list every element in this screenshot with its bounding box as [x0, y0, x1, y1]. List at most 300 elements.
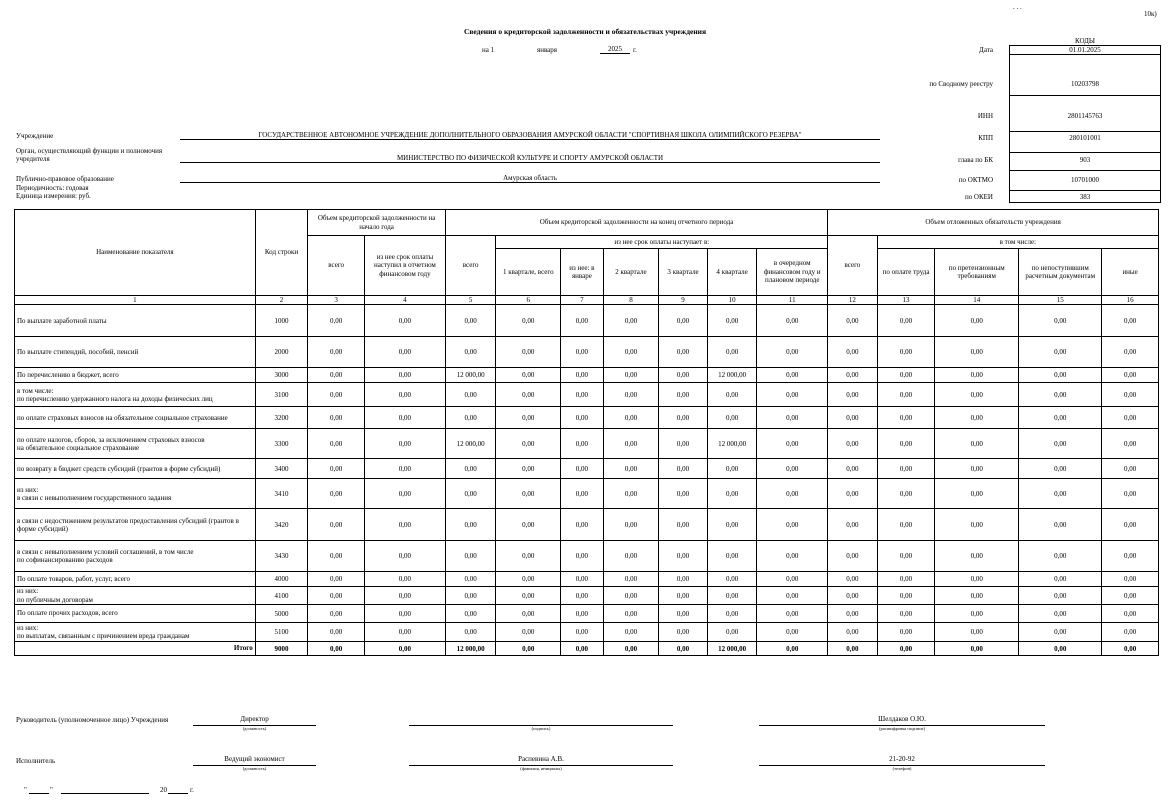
- cell-value: 0,00: [496, 429, 561, 459]
- cell-value: 0,00: [1019, 605, 1102, 623]
- cell-value: 0,00: [757, 459, 828, 479]
- cell-value: 0,00: [496, 368, 561, 383]
- cell-value: 0,00: [659, 305, 708, 337]
- cell-value: 0,00: [308, 541, 365, 572]
- cell-value: 0,00: [603, 459, 659, 479]
- cell-value: 0,00: [935, 407, 1019, 429]
- column-number: 5: [445, 296, 496, 305]
- row-name: по возврату в бюджет средств субсидий (грантов в форме субсидий): [15, 459, 256, 479]
- cell-value: 0,00: [445, 337, 496, 368]
- cell-value: 0,00: [1102, 407, 1159, 429]
- cell-value: 0,00: [496, 605, 561, 623]
- cell-value: 0,00: [757, 605, 828, 623]
- cell-value: 0,00: [877, 623, 935, 642]
- cell-value: 0,00: [364, 509, 445, 541]
- cell-value: 0,00: [828, 605, 878, 623]
- th-end-total: всего: [445, 236, 496, 296]
- th-docs: по непоступившим расчетным документам: [1019, 249, 1102, 296]
- row-name: в связи с недостижением результатов предоставления субсидий (грантов в форме субсидий): [15, 509, 256, 541]
- th-end: Объем кредиторской задолженности на конец отчетного периода: [445, 210, 827, 236]
- cell-value: 0,00: [757, 368, 828, 383]
- cell-value: 0,00: [877, 407, 935, 429]
- corner-dots: . . .: [1013, 3, 1022, 11]
- cell-value: 0,00: [877, 479, 935, 509]
- cell-value: 0,00: [308, 337, 365, 368]
- head-position: [193, 715, 316, 731]
- row-name: По выплате заработной платы: [15, 305, 256, 337]
- cell-value: 0,00: [659, 642, 708, 656]
- cell-value: 0,00: [935, 383, 1019, 407]
- row-code: 5100: [255, 623, 308, 642]
- cell-value: 0,00: [364, 587, 445, 605]
- exec-name-caption: (фамилия, инициалы): [520, 766, 562, 771]
- cell-value: 0,00: [308, 429, 365, 459]
- cell-value: 0,00: [308, 407, 365, 429]
- corner-code: 10к): [1144, 10, 1157, 18]
- cell-value: 0,00: [1102, 642, 1159, 656]
- cell-value: 0,00: [308, 383, 365, 407]
- cell-value: 0,00: [445, 587, 496, 605]
- cell-value: 0,00: [757, 509, 828, 541]
- cell-value: 0,00: [364, 429, 445, 459]
- cell-value: 0,00: [1102, 541, 1159, 572]
- cell-value: 12 000,00: [707, 429, 757, 459]
- exec-position-caption: (должность): [242, 766, 267, 771]
- head-position-caption: (должность): [242, 726, 267, 731]
- report-title: Сведения о кредиторской задолженности и обязательствах учреждения: [463, 27, 707, 36]
- cell-value: 0,00: [496, 479, 561, 509]
- exec-name-value: Распевина А.В.: [409, 755, 673, 766]
- cell-value: 0,00: [308, 572, 365, 587]
- row-name: Итого: [15, 642, 256, 656]
- cell-value: 0,00: [603, 337, 659, 368]
- table-row: [15, 429, 1159, 459]
- code-label-kpp: КПП: [978, 134, 993, 142]
- row-name: в связи с невыполнением условий соглашений, в том числе по софинансированию расходов: [15, 541, 256, 572]
- cell-value: 0,00: [828, 459, 878, 479]
- cell-value: 0,00: [935, 541, 1019, 572]
- row-code: 5000: [255, 605, 308, 623]
- cell-value: 0,00: [828, 587, 878, 605]
- cell-value: 0,00: [561, 429, 603, 459]
- date-year: 2025: [600, 45, 630, 54]
- cell-value: 0,00: [1019, 429, 1102, 459]
- cell-value: 0,00: [1019, 572, 1102, 587]
- cell-value: 0,00: [496, 337, 561, 368]
- cell-value: 0,00: [308, 587, 365, 605]
- cell-value: 0,00: [877, 429, 935, 459]
- cell-value: 0,00: [707, 587, 757, 605]
- cell-value: 12 000,00: [445, 642, 496, 656]
- cell-value: 0,00: [707, 407, 757, 429]
- cell-value: 0,00: [877, 305, 935, 337]
- cell-value: 0,00: [828, 407, 878, 429]
- cell-value: 0,00: [445, 605, 496, 623]
- row-name: из них: по выплатам, связанным с причинением вреда гражданам: [15, 623, 256, 642]
- row-code: 3100: [255, 383, 308, 407]
- row-name: По выплате стипендий, пособий, пенсий: [15, 337, 256, 368]
- cell-value: 12 000,00: [445, 429, 496, 459]
- table-row: [15, 459, 1159, 479]
- cell-value: 0,00: [877, 337, 935, 368]
- table-row: [15, 587, 1159, 605]
- cell-value: 0,00: [828, 642, 878, 656]
- cell-value: 0,00: [445, 509, 496, 541]
- date-g: г.: [633, 46, 637, 54]
- cell-value: 0,00: [561, 642, 603, 656]
- cell-value: 0,00: [1019, 337, 1102, 368]
- column-number: 15: [1019, 296, 1102, 305]
- cell-value: 0,00: [308, 509, 365, 541]
- cell-value: 0,00: [707, 479, 757, 509]
- date-na: на 1: [482, 46, 495, 54]
- cell-value: 0,00: [1102, 623, 1159, 642]
- th-end-sub: из нее срок оплаты наступает в:: [496, 236, 828, 249]
- th-q1: 1 квартале, всего: [496, 249, 561, 296]
- table-row: [15, 509, 1159, 541]
- th-wage: по оплате труда: [877, 249, 935, 296]
- cell-value: 0,00: [603, 572, 659, 587]
- cell-value: 0,00: [603, 605, 659, 623]
- cell-value: 0,00: [364, 383, 445, 407]
- uchr-label: Учреждение: [16, 132, 54, 140]
- cell-value: 0,00: [659, 509, 708, 541]
- code-value-registry: 10203798: [1071, 80, 1099, 88]
- cell-value: 0,00: [496, 572, 561, 587]
- cell-value: 0,00: [561, 383, 603, 407]
- cell-value: 0,00: [877, 605, 935, 623]
- date-month-line: [61, 793, 149, 794]
- cell-value: 0,00: [603, 509, 659, 541]
- head-signature-caption: (подпись): [531, 726, 551, 731]
- th-name: Наименование показателя: [15, 210, 256, 296]
- cell-value: 0,00: [757, 429, 828, 459]
- table-row: [15, 407, 1159, 429]
- cell-value: 0,00: [659, 459, 708, 479]
- cell-value: 0,00: [659, 383, 708, 407]
- cell-value: 0,00: [659, 623, 708, 642]
- code-value-okei: 383: [1079, 193, 1091, 201]
- cell-value: 0,00: [1019, 479, 1102, 509]
- row-name: По оплате прочих расходов, всего: [15, 605, 256, 623]
- table-row: [15, 541, 1159, 572]
- cell-value: 0,00: [561, 368, 603, 383]
- cell-value: 0,00: [659, 587, 708, 605]
- row-code: 1000: [255, 305, 308, 337]
- cell-value: 0,00: [707, 337, 757, 368]
- cell-value: 0,00: [603, 429, 659, 459]
- cell-value: 0,00: [445, 541, 496, 572]
- cell-value: 0,00: [935, 605, 1019, 623]
- cell-value: 0,00: [364, 337, 445, 368]
- cell-value: 0,00: [603, 305, 659, 337]
- organ-value: МИНИСТЕРСТВО ПО ФИЗИЧЕСКОЙ КУЛЬТУРЕ И СПОРТУ АМУРСКОЙ ОБЛАСТИ: [180, 154, 880, 163]
- cell-value: 0,00: [659, 479, 708, 509]
- cell-value: 0,00: [935, 587, 1019, 605]
- column-number: 16: [1102, 296, 1159, 305]
- cell-value: 0,00: [308, 479, 365, 509]
- row-name: в том числе: по перечислению удержанного налога на доходы физических лиц: [15, 383, 256, 407]
- cell-value: 0,00: [935, 305, 1019, 337]
- cell-value: 0,00: [707, 572, 757, 587]
- cell-value: 0,00: [1019, 383, 1102, 407]
- th-def-total: всего: [828, 236, 878, 296]
- row-code: 4000: [255, 572, 308, 587]
- cell-value: 0,00: [877, 642, 935, 656]
- cell-value: 0,00: [496, 541, 561, 572]
- cell-value: 0,00: [828, 572, 878, 587]
- code-label-okei: по ОКЕИ: [964, 193, 993, 201]
- cell-value: 0,00: [659, 541, 708, 572]
- column-number: 11: [757, 296, 828, 305]
- cell-value: 0,00: [561, 623, 603, 642]
- cell-value: 0,00: [707, 383, 757, 407]
- cell-value: 0,00: [603, 479, 659, 509]
- column-number: 8: [603, 296, 659, 305]
- cell-value: 0,00: [561, 572, 603, 587]
- cell-value: 0,00: [1019, 642, 1102, 656]
- cell-value: 0,00: [1019, 587, 1102, 605]
- cell-value: 0,00: [445, 623, 496, 642]
- head-label: Руководитель (уполномоченное лицо) Учреждения: [16, 716, 169, 724]
- row-name: По перечислению в бюджет, всего: [15, 368, 256, 383]
- cell-value: 0,00: [603, 383, 659, 407]
- cell-value: 0,00: [1019, 459, 1102, 479]
- cell-value: 0,00: [707, 541, 757, 572]
- th-deferred: Объем отложенных обязательств учреждения: [828, 210, 1159, 236]
- exec-phone-value: 21-20-92: [759, 755, 1045, 766]
- date-quote-open: ": [24, 786, 27, 794]
- cell-value: 0,00: [828, 305, 878, 337]
- cell-value: 0,00: [496, 305, 561, 337]
- cell-value: 0,00: [707, 605, 757, 623]
- table-row: [15, 368, 1159, 383]
- cell-value: 0,00: [561, 541, 603, 572]
- row-code: 3410: [255, 479, 308, 509]
- code-value-date: 01.01.2025: [1069, 46, 1101, 54]
- cell-value: 0,00: [877, 383, 935, 407]
- cell-value: 0,00: [364, 642, 445, 656]
- cell-value: 0,00: [1102, 459, 1159, 479]
- period-text: Периодичность: годовая: [16, 184, 89, 192]
- th-code: Код строки: [255, 210, 308, 296]
- cell-value: 0,00: [935, 337, 1019, 368]
- row-code: 3400: [255, 459, 308, 479]
- cell-value: 0,00: [603, 642, 659, 656]
- code-label-inn: ИНН: [977, 112, 993, 120]
- row-name: из них: по публичным договорам: [15, 587, 256, 605]
- cell-value: 0,00: [561, 605, 603, 623]
- cell-value: 0,00: [496, 459, 561, 479]
- cell-value: 0,00: [561, 407, 603, 429]
- cell-value: 0,00: [707, 509, 757, 541]
- cell-value: 0,00: [757, 623, 828, 642]
- cell-value: 0,00: [1019, 541, 1102, 572]
- cell-value: 0,00: [877, 572, 935, 587]
- cell-value: 0,00: [496, 587, 561, 605]
- cell-value: 0,00: [603, 407, 659, 429]
- cell-value: 12 000,00: [707, 642, 757, 656]
- cell-value: 0,00: [1102, 572, 1159, 587]
- cell-value: 0,00: [757, 383, 828, 407]
- cell-value: 0,00: [828, 429, 878, 459]
- cell-value: 0,00: [364, 572, 445, 587]
- total-row: [15, 642, 1159, 656]
- cell-value: 0,00: [935, 509, 1019, 541]
- cell-value: 0,00: [659, 337, 708, 368]
- row-code: 2000: [255, 337, 308, 368]
- th-other: иные: [1102, 249, 1159, 296]
- date-month: января: [537, 46, 558, 54]
- date-year-line: [168, 793, 188, 794]
- cell-value: 0,00: [445, 407, 496, 429]
- cell-value: 0,00: [1102, 368, 1159, 383]
- column-number: 2: [255, 296, 308, 305]
- exec-phone: [759, 755, 1045, 771]
- cell-value: 0,00: [877, 509, 935, 541]
- date-day-line: [29, 793, 49, 794]
- cell-value: 0,00: [1019, 509, 1102, 541]
- exec-position-value: Ведущий экономист: [193, 755, 316, 766]
- codes-header: КОДЫ: [1074, 37, 1096, 45]
- cell-value: 0,00: [603, 587, 659, 605]
- cell-value: 0,00: [496, 407, 561, 429]
- th-next: в очередном финансовом году и плановом периоде: [757, 249, 828, 296]
- cell-value: 0,00: [1019, 407, 1102, 429]
- cell-value: 0,00: [1019, 368, 1102, 383]
- th-begin-sub: из нее срок оплаты наступил в отчетном финансовом году: [364, 236, 445, 296]
- head-name: [759, 715, 1045, 731]
- head-name-value: Шелдаков О.Ю.: [759, 715, 1045, 726]
- row-name: по оплате страховых взносов на обязательное социальное страхование: [15, 407, 256, 429]
- organ-label-1: Орган, осуществляющий функции и полномочия: [16, 147, 163, 155]
- table-row: [15, 623, 1159, 642]
- cell-value: 0,00: [877, 587, 935, 605]
- cell-value: 0,00: [707, 459, 757, 479]
- th-q3: 3 квартале: [659, 249, 708, 296]
- cell-value: 0,00: [561, 337, 603, 368]
- th-def-sub: в том числе:: [877, 236, 1158, 249]
- cell-value: 0,00: [828, 509, 878, 541]
- cell-value: 0,00: [935, 368, 1019, 383]
- exec-name: [409, 755, 673, 771]
- column-number: 6: [496, 296, 561, 305]
- cell-value: 0,00: [1102, 429, 1159, 459]
- column-number: 7: [561, 296, 603, 305]
- cell-value: 0,00: [659, 429, 708, 459]
- cell-value: 0,00: [757, 305, 828, 337]
- cell-value: 0,00: [364, 623, 445, 642]
- cell-value: 0,00: [757, 587, 828, 605]
- cell-value: 0,00: [935, 572, 1019, 587]
- cell-value: 12 000,00: [707, 368, 757, 383]
- cell-value: 0,00: [828, 368, 878, 383]
- cell-value: 0,00: [659, 605, 708, 623]
- cell-value: 0,00: [757, 337, 828, 368]
- head-position-value: Директор: [193, 715, 316, 726]
- row-code: 3420: [255, 509, 308, 541]
- cell-value: 0,00: [757, 541, 828, 572]
- cell-value: 0,00: [603, 368, 659, 383]
- cell-value: 0,00: [561, 479, 603, 509]
- cell-value: 0,00: [445, 383, 496, 407]
- table-row: [15, 479, 1159, 509]
- cell-value: 0,00: [603, 541, 659, 572]
- code-label-date: Дата: [979, 46, 993, 54]
- cell-value: 0,00: [445, 305, 496, 337]
- cell-value: 0,00: [757, 407, 828, 429]
- cell-value: 0,00: [935, 642, 1019, 656]
- cell-value: 0,00: [935, 459, 1019, 479]
- column-number: 13: [877, 296, 935, 305]
- column-number: 14: [935, 296, 1019, 305]
- cell-value: 0,00: [364, 541, 445, 572]
- cell-value: 0,00: [561, 459, 603, 479]
- table-row: [15, 305, 1159, 337]
- cell-value: 0,00: [561, 587, 603, 605]
- column-number: 9: [659, 296, 708, 305]
- table-row: [15, 337, 1159, 368]
- th-q4: 4 квартале: [707, 249, 757, 296]
- cell-value: 0,00: [757, 642, 828, 656]
- date-20: 20: [160, 786, 167, 794]
- cell-value: 0,00: [561, 305, 603, 337]
- cell-value: 0,00: [308, 605, 365, 623]
- cell-value: 0,00: [935, 623, 1019, 642]
- cell-value: 0,00: [1102, 605, 1159, 623]
- cell-value: 12 000,00: [445, 368, 496, 383]
- row-code: 3300: [255, 429, 308, 459]
- cell-value: 0,00: [496, 642, 561, 656]
- cell-value: 0,00: [308, 642, 365, 656]
- cell-value: 0,00: [308, 305, 365, 337]
- cell-value: 0,00: [308, 623, 365, 642]
- cell-value: 0,00: [364, 479, 445, 509]
- cell-value: 0,00: [364, 605, 445, 623]
- exec-phone-caption: (телефон): [892, 766, 912, 771]
- cell-value: 0,00: [659, 572, 708, 587]
- cell-value: 0,00: [364, 407, 445, 429]
- column-number: 12: [828, 296, 878, 305]
- head-name-caption: (расшифровка подписи): [879, 726, 925, 731]
- ppo-value: Амурская область: [180, 174, 880, 183]
- cell-value: 0,00: [1019, 623, 1102, 642]
- cell-value: 0,00: [1019, 305, 1102, 337]
- cell-value: 0,00: [364, 368, 445, 383]
- head-signature: [409, 715, 673, 731]
- cell-value: 0,00: [877, 541, 935, 572]
- row-code: 3430: [255, 541, 308, 572]
- table-row: [15, 605, 1159, 623]
- cell-value: 0,00: [828, 337, 878, 368]
- cell-value: 0,00: [1102, 305, 1159, 337]
- cell-value: 0,00: [496, 509, 561, 541]
- table-row: [15, 572, 1159, 587]
- code-value-oktmo: 10701000: [1071, 176, 1099, 184]
- th-jan: из нее: в январе: [561, 249, 603, 296]
- row-code: 3200: [255, 407, 308, 429]
- cell-value: 0,00: [707, 623, 757, 642]
- cell-value: 0,00: [1102, 383, 1159, 407]
- cell-value: 0,00: [757, 479, 828, 509]
- cell-value: 0,00: [828, 479, 878, 509]
- column-number: 1: [15, 296, 256, 305]
- th-begin-total: всего: [308, 236, 365, 296]
- cell-value: 0,00: [757, 572, 828, 587]
- cell-value: 0,00: [496, 383, 561, 407]
- cell-value: 0,00: [828, 623, 878, 642]
- code-value-kpp: 280101001: [1069, 134, 1101, 142]
